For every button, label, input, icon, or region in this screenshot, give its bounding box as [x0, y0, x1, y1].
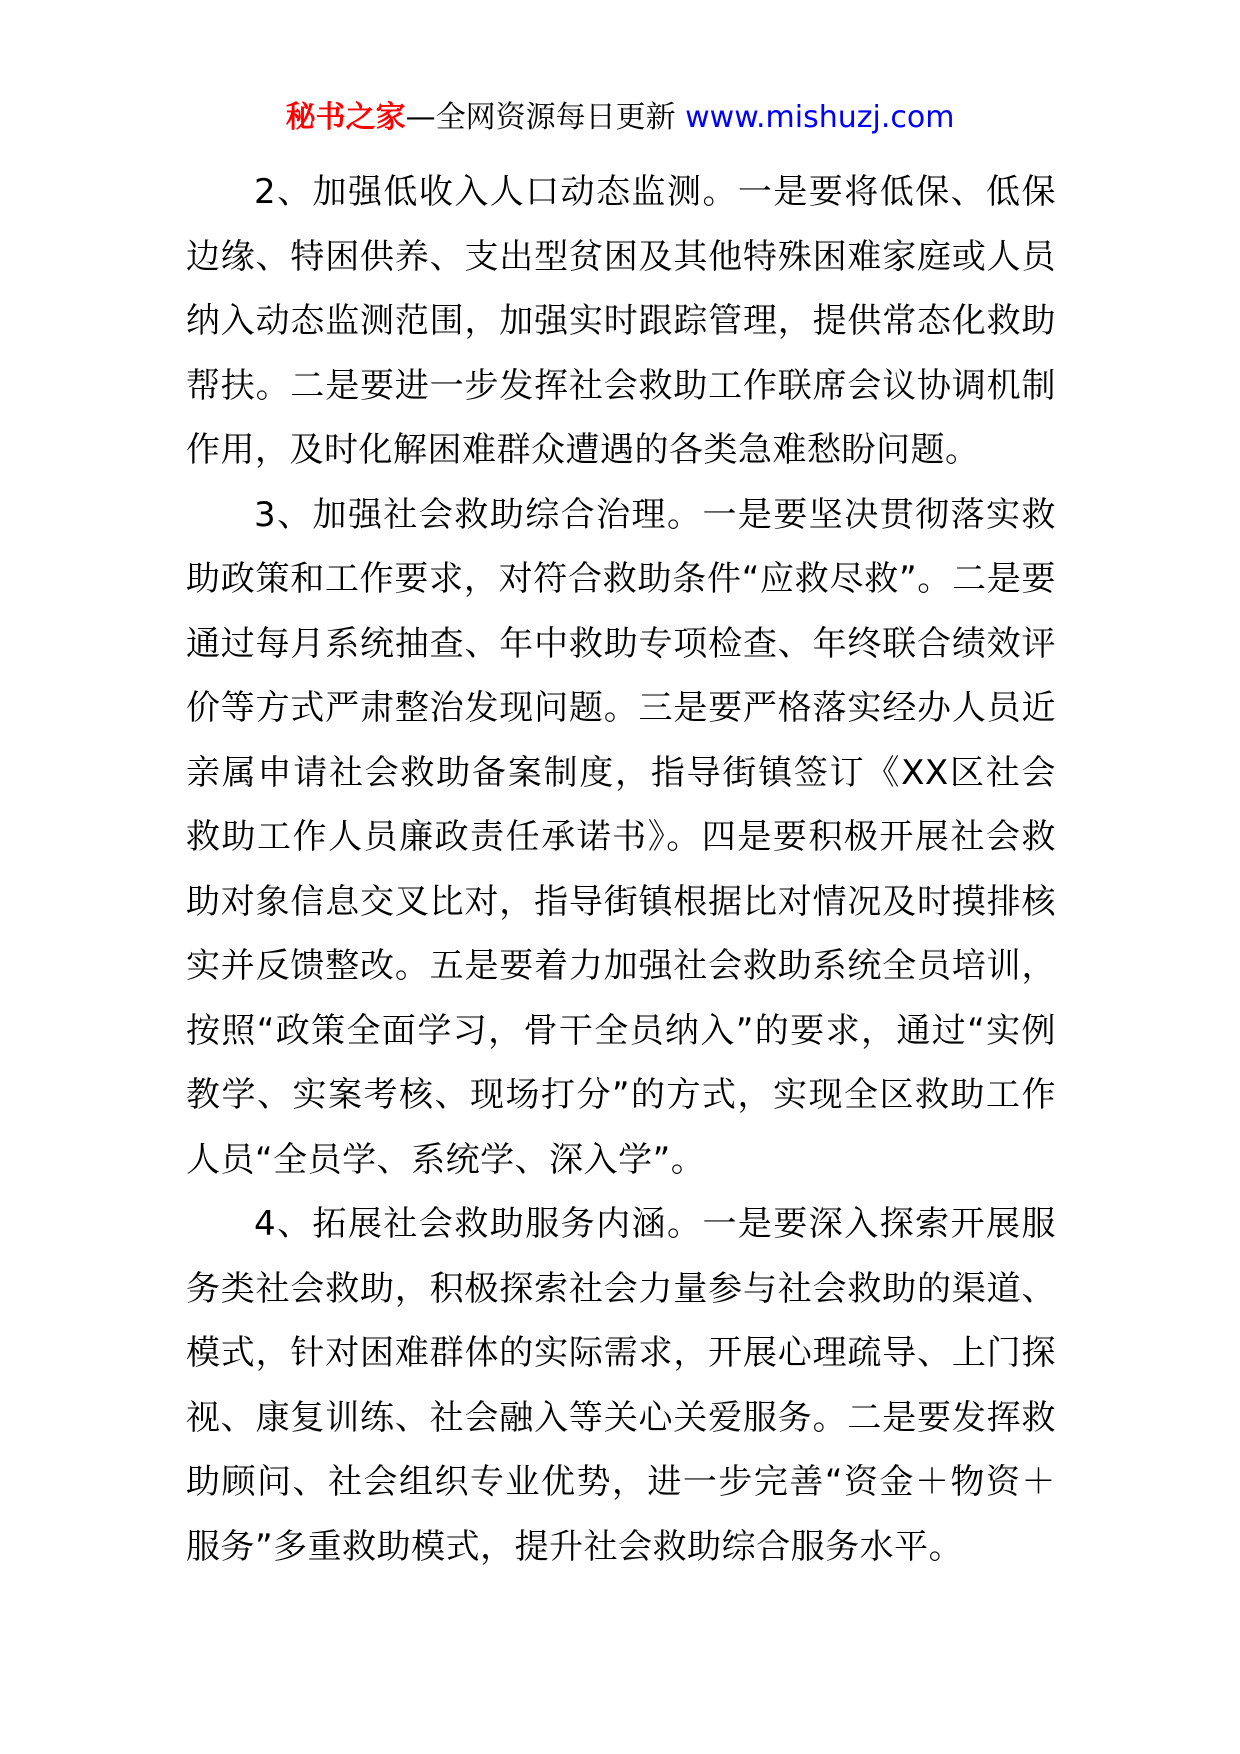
header-tagline: —全网资源每日更新 — [405, 100, 686, 135]
site-url-link[interactable]: www.mishuzj.com — [685, 100, 955, 135]
paragraph-item-4: 4、拓展社会救助服务内涵。一是要深入探索开展服务类社会救助，积极探索社会力量参与社会救助的渠道、模式，针对困难群体的实际需求，开展心理疏导、上门探视、康复训练、社会融入等关心关爱服务。二是要发挥救助顾问、社会组织专业优势，进一步完善“资金＋物资＋服务”多重救助模式，提升社会救助综合服务水平。 — [186, 1204, 1056, 1567]
paragraph-item-3: 3、加强社会救助综合治理。一是要坚决贯彻落实救助政策和工作要求，对符合救助条件“应救尽救”。二是要通过每月系统抽查、年中救助专项检查、年终联合绩效评价等方式严肃整治发现问题。三是要严格落实经办人员近亲属申请社会救助备案制度，指导街镇签订《XX区社会救助工作人员廉政责任承诺书》。四是要积极开展社会救助对象信息交叉比对，指导街镇根据比对情况及时摸排核实并反馈整改。五是要着力加强社会救助系统全员培训，按照“政策全面学习，骨干全员纳入”的要求，通过“实例教学、实案考核、现场打分”的方式，实现全区救助工作人员“全员学、系统学、深入学”。 — [186, 494, 1056, 1180]
page-header — [0, 96, 1240, 140]
document-body — [186, 160, 1056, 1579]
paragraph-item-2: 2、加强低收入人口动态监测。一是要将低保、低保边缘、特困供养、支出型贫困及其他特殊困难家庭或人员纳入动态监测范围，加强实时跟踪管理，提供常态化救助帮扶。二是要进一步发挥社会救助工作联席会议协调机制作用，及时化解困难群众遭遇的各类急难愁盼问题。 — [186, 172, 1056, 470]
brand-name: 秘书之家 — [285, 100, 406, 135]
